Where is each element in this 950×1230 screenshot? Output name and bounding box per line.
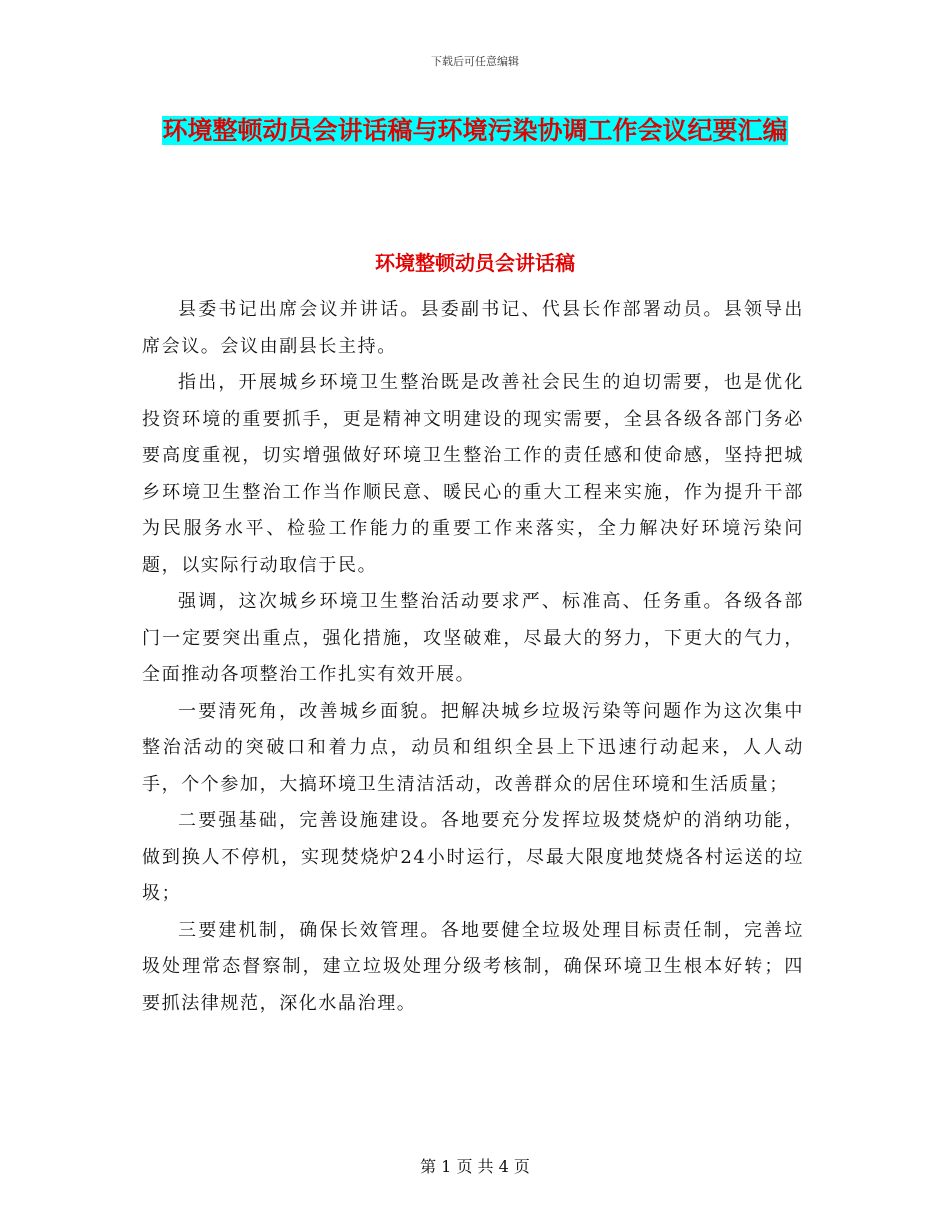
document-body bbox=[142, 292, 804, 1022]
document-title bbox=[140, 108, 810, 154]
paragraph: 一要清死角，改善城乡面貌。把解决城乡垃圾污染等问题作为这次集中整治活动的突破口和着力点，动员和组织全县上下迅速行动起来，人人动手，个个参加，大搞环境卫生清洁活动，改善群众的居住环境和生活质量； bbox=[142, 700, 804, 795]
paragraph: 二要强基础，完善设施建设。各地要充分发挥垃圾焚烧炉的消纳功能，做到换人不停机，实现焚烧炉24小时运行，尽最大限度地焚烧各村运送的垃圾； bbox=[142, 810, 804, 904]
paragraph: 强调，这次城乡环境卫生整治活动要求严、标准高、任务重。各级各部门一定要突出重点，强化措施，攻坚破难，尽最大的努力，下更大的气力，全面推动各项整治工作扎实有效开展。 bbox=[142, 591, 804, 685]
header-note: 下载后可任意编辑 bbox=[431, 55, 519, 68]
document-title-text: 环境整顿动员会讲话稿与环境污染协调工作会议纪要汇编 bbox=[162, 116, 788, 145]
paragraph: 县委书记出席会议并讲话。县委副书记、代县长作部署动员。县领导出席会议。会议由副县长主持。 bbox=[142, 299, 804, 357]
paragraph: 指出，开展城乡环境卫生整治既是改善社会民生的迫切需要，也是优化投资环境的重要抓手，更是精神文明建设的现实需要，全县各级各部门务必要高度重视，切实增强做好环境卫生整治工作的责任感和使命感，坚持把城乡环境卫生整治工作当作顺民意、暖民心的重大工程来实施，作为提升干部为民服务水平、检验工作能力的重要工作来落实，全力解决好环境污染问题，以实际行动取信于民。 bbox=[142, 372, 804, 576]
page-number-footer: 第 1 页 共 4 页 bbox=[420, 1157, 530, 1176]
paragraph: 三要建机制，确保长效管理。各地要健全垃圾处理目标责任制，完善垃圾处理常态督察制，建立垃圾处理分级考核制，确保环境卫生根本好转；四要抓法律规范，深化水晶治理。 bbox=[142, 919, 804, 1014]
section-title: 环境整顿动员会讲话稿 bbox=[375, 251, 575, 275]
